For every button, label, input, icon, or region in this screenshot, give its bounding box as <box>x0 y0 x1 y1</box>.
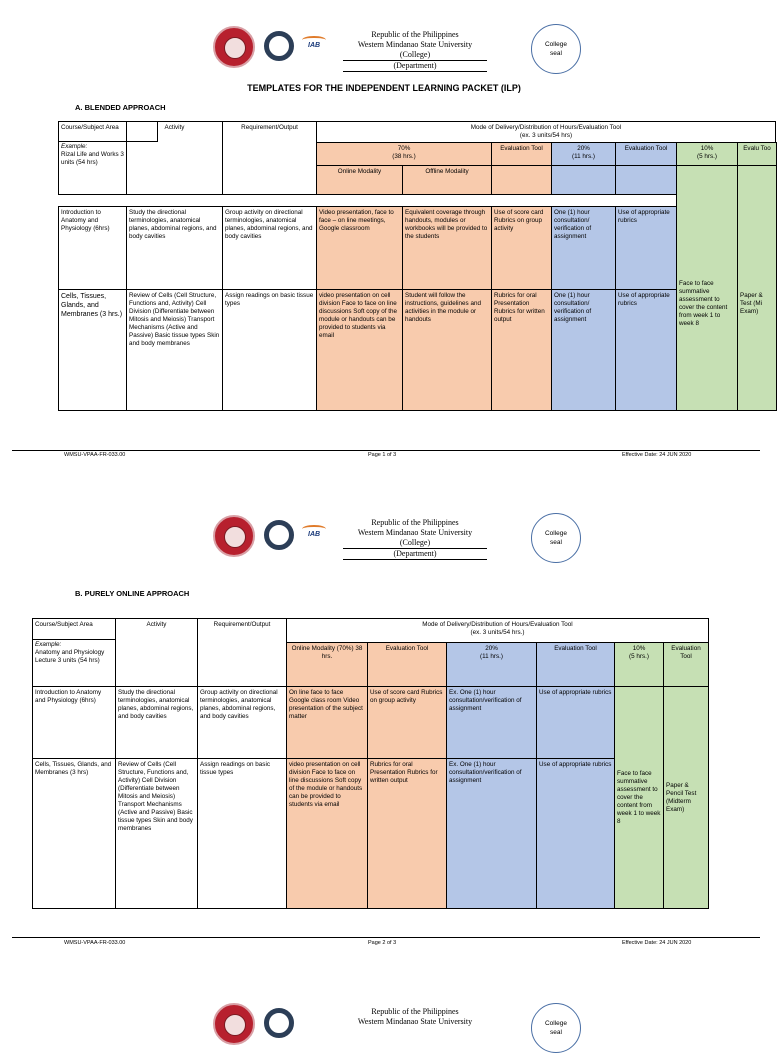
b-th-activity: Activity <box>115 618 198 687</box>
b-r1-req: Group activity on directional terminologies, anatomical planes, abdominal regions, and body cavities <box>197 686 287 759</box>
b-r1-online: On line face to face Google class room Video presentation of the subject matter <box>286 686 368 759</box>
th-eval2: Evaluation Tool <box>615 142 677 166</box>
college-seal: College seal <box>531 1003 581 1053</box>
filler-eval1 <box>491 165 552 195</box>
footer-rule-1 <box>12 450 760 451</box>
republic-line: Republic of the Philippines <box>371 30 459 39</box>
university-logo <box>213 26 255 68</box>
b-merged-10: Face to face summative assessment to cover the content from week 1 to week 8 <box>614 686 664 909</box>
university-logo <box>213 515 255 557</box>
a-r1-eval: Use of score card Rubrics on group activity <box>491 206 552 290</box>
a-r2-activity: Review of Cells (Cell Structure, Functions and, Activity) Cell Division (Differentiate between Mitosis and Meiosis) Transport Mechanisms (Active and Passive) Basic tissue types Skin and body membranes <box>126 289 223 411</box>
b-r2-eval2: Use of appropriate rubrics <box>536 758 615 909</box>
a-r1-online: Video presentation, face to face – on line meetings, Google classroom <box>316 206 403 290</box>
republic-line: Republic of the Philippines <box>371 1007 459 1016</box>
filler-20 <box>551 165 616 195</box>
th-20: 20% (11 hrs.) <box>551 142 616 166</box>
certification-logo <box>264 520 294 550</box>
department-line: (Department) <box>343 549 487 560</box>
b-th-online: Online Modality (70%) 38 hrs. <box>286 642 368 687</box>
university-line: Western Mindanao State University <box>357 528 473 537</box>
th-eval3: Evalu Too <box>737 142 777 166</box>
th-course: Course/Subject Area <box>58 121 158 142</box>
b-example-cell: Example: Anatomy and Physiology Lecture 3 units (54 hrs) <box>32 639 116 687</box>
college-line: (College) <box>343 538 487 549</box>
section-b-title: B. PURELY ONLINE APPROACH <box>75 589 190 598</box>
college-seal: College seal <box>531 24 581 74</box>
footer-page-2: Page 2 of 3 <box>368 940 397 946</box>
page-title: TEMPLATES FOR THE INDEPENDENT LEARNING PACKET (ILP) <box>247 83 521 93</box>
th-offline: Offline Modality <box>402 165 492 195</box>
filler-eval3 <box>737 165 777 199</box>
certification-logo <box>264 31 294 61</box>
b-r1-eval: Use of score card Rubrics on group activity <box>367 686 447 759</box>
a-r1-activity: Study the directional terminologies, anatomical planes, abdominal regions, and body cavities <box>126 206 223 290</box>
a-r1-course: Introduction to Anatomy and Physiology (6hrs) <box>58 206 127 290</box>
a-r2-eval: Rubrics for oral Presentation Rubrics for written output <box>491 289 552 411</box>
b-r1-activity: Study the directional terminologies, anatomical planes, abdominal regions, and body cavities <box>115 686 198 759</box>
th-requirement: Requirement/Output <box>222 121 317 195</box>
th-eval1: Evaluation Tool <box>491 142 552 166</box>
th-70: 70% (38 hrs.) <box>316 142 492 166</box>
b-th-eval3: Evaluation Tool <box>663 642 709 687</box>
republic-line: Republic of the Philippines <box>371 518 459 527</box>
a-merged-eval3: Paper & Test (Mi Exam) <box>737 198 777 411</box>
department-line: (Department) <box>343 61 487 72</box>
college-seal: College seal <box>531 513 581 563</box>
header-text <box>340 1007 490 1027</box>
a-r2-online: video presentation on cell division Face to face on line discussions Soft copy of the module or handouts can be provided to students via email <box>316 289 403 411</box>
footer-effective-2: Effective Date: 24 JUN 2020 <box>622 940 692 946</box>
header-text <box>340 518 490 560</box>
b-r1-course: Introduction to Anatomy and Physiology (6hrs) <box>32 686 116 759</box>
a-r2-eval2: Use of appropriate rubrics <box>615 289 677 411</box>
b-r2-activity: Review of Cells (Cell Structure, Functions and, Activity) Cell Division (Differentiate between Mitosis and Meiosis) Transport Mechanisms (Active and Passive) Basic tissue types Skin and body membranes <box>115 758 198 909</box>
university-line: Western Mindanao State University <box>357 1017 473 1026</box>
b-r1-20: Ex. One (1) hour consultation/verification of assignment <box>446 686 537 759</box>
college-line: (College) <box>343 50 487 61</box>
a-r1-req: Group activity on directional terminologies, anatomical planes, abdominal regions, and body cavities <box>222 206 317 290</box>
b-r2-eval: Rubrics for oral Presentation Rubrics for written output <box>367 758 447 909</box>
a-r2-offline: Student will follow the instructions, guidelines and activities in the module or handouts <box>402 289 492 411</box>
th-online: Online Modality <box>316 165 403 195</box>
th-10: 10% (5 hrs.) <box>676 142 738 166</box>
b-th-eval1: Evaluation Tool <box>367 642 447 687</box>
a-r1-offline: Equivalent coverage through handouts, modules or workbooks will be provided to the students <box>402 206 492 290</box>
example-cell: Example: Rizal Life and Works 3 units (54 hrs) <box>58 141 127 195</box>
certification-logo <box>264 1008 294 1038</box>
filler-10 <box>676 165 738 199</box>
b-r1-eval2: Use of appropriate rubrics <box>536 686 615 759</box>
header-text <box>340 30 490 72</box>
a-r2-req: Assign readings on basic tissue types <box>222 289 317 411</box>
b-th-20: 20% (11 hrs.) <box>446 642 537 687</box>
b-th-eval2: Evaluation Tool <box>536 642 615 687</box>
section-a-title: A. BLENDED APPROACH <box>75 103 166 112</box>
b-th-10: 10% (5 hrs.) <box>614 642 664 687</box>
footer-code-2: WMSU-VPAA-FR-033.00 <box>64 940 126 946</box>
b-th-mode: Mode of Delivery/Distribution of Hours/Evaluation Tool (ex. 3 units/54 hrs.) <box>286 618 709 643</box>
b-r2-req: Assign readings on basic tissue types <box>197 758 287 909</box>
footer-code-1: WMSU-VPAA-FR-033.00 <box>64 452 126 458</box>
th-activity: Activity <box>126 121 223 195</box>
footer-rule-2 <box>12 937 760 938</box>
b-th-course: Course/Subject Area <box>32 618 116 640</box>
a-r1-eval2: Use of appropriate rubrics <box>615 206 677 290</box>
b-r2-course: Cells, Tissues, Glands, and Membranes (3 hrs) <box>32 758 116 909</box>
b-merged-eval3: Paper & Pencil Test (Midterm Exam) <box>663 686 709 909</box>
b-th-req: Requirement/Output <box>197 618 287 687</box>
b-r2-20: Ex. One (1) hour consultation/verification of assignment <box>446 758 537 909</box>
a-merged-10: Face to face summative assessment to cover the content from week 1 to week 8 <box>676 198 738 411</box>
a-r2-20: One (1) hour consultation/ verification of assignment <box>551 289 616 411</box>
b-r2-online: video presentation on cell division Face to face on line discussions Soft copy of the module or handouts can be provided to students via email <box>286 758 368 909</box>
university-line: Western Mindanao State University <box>357 40 473 49</box>
footer-page-1: Page 1 of 3 <box>368 452 397 458</box>
a-r1-20: One (1) hour consultation/ verification of assignment <box>551 206 616 290</box>
a-r2-course: Cells, Tissues, Glands, and Membranes (3 hrs.) <box>58 289 127 411</box>
th-mode: Mode of Delivery/Distribution of Hours/Evaluation Tool (ex. 3 units/54 hrs) <box>316 121 776 143</box>
university-logo <box>213 1003 255 1045</box>
iab-logo: IAB <box>302 525 328 545</box>
iab-logo: IAB <box>302 36 328 56</box>
footer-effective-1: Effective Date: 24 JUN 2020 <box>622 452 692 458</box>
filler-eval2 <box>615 165 677 195</box>
